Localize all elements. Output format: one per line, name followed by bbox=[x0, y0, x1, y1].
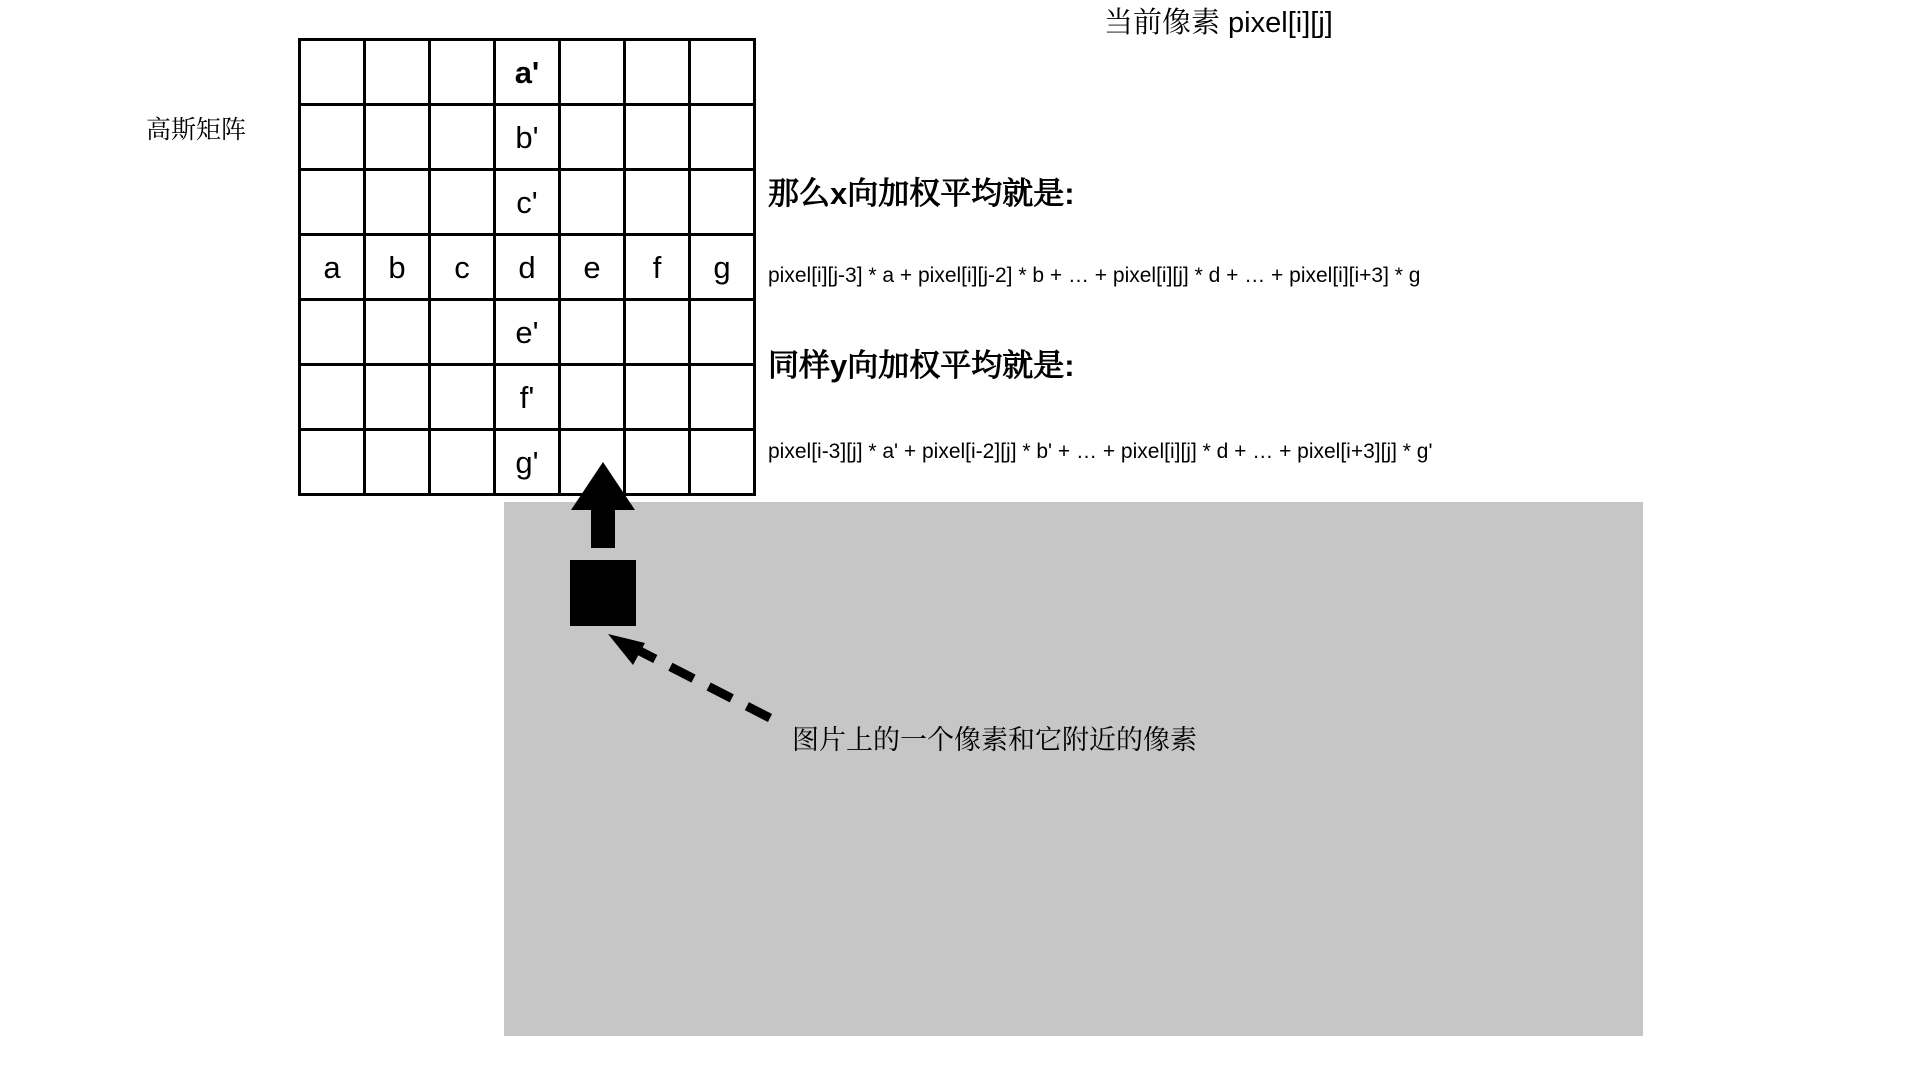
matrix-cell: b bbox=[365, 235, 430, 300]
matrix-cell bbox=[430, 105, 495, 170]
matrix-cell bbox=[690, 40, 755, 105]
matrix-cell bbox=[300, 365, 365, 430]
matrix-cell bbox=[430, 365, 495, 430]
matrix-cell: f' bbox=[495, 365, 560, 430]
matrix-cell bbox=[430, 300, 495, 365]
y-direction-formula: pixel[i-3][j] * a' + pixel[i-2][j] * b' + … + pixel[i][j] * d + … + pixel[i+3][j] * g' bbox=[768, 440, 1433, 463]
x-direction-formula: pixel[i][j-3] * a + pixel[i][j-2] * b + … + pixel[i][j] * d + … + pixel[i][i+3] * g bbox=[768, 264, 1421, 287]
matrix-row bbox=[300, 40, 755, 105]
matrix-cell bbox=[365, 105, 430, 170]
matrix-cell: g bbox=[690, 235, 755, 300]
matrix-cell: g' bbox=[495, 430, 560, 495]
matrix-cell bbox=[625, 40, 690, 105]
matrix-cell bbox=[560, 365, 625, 430]
x-direction-heading: 那么x向加权平均就是: bbox=[768, 176, 1075, 211]
matrix-cell bbox=[560, 170, 625, 235]
matrix-row bbox=[300, 430, 755, 495]
pixel-square bbox=[570, 560, 636, 626]
matrix-cell bbox=[430, 430, 495, 495]
matrix-cell bbox=[365, 365, 430, 430]
image-area-rectangle bbox=[504, 502, 1643, 1036]
matrix-cell bbox=[300, 300, 365, 365]
pixel-caption: 图片上的一个像素和它附近的像素 bbox=[792, 725, 1197, 755]
matrix-cell bbox=[430, 170, 495, 235]
matrix-cell bbox=[690, 365, 755, 430]
matrix-cell bbox=[430, 40, 495, 105]
matrix-cell: c bbox=[430, 235, 495, 300]
matrix-row bbox=[300, 170, 755, 235]
matrix-cell: f bbox=[625, 235, 690, 300]
matrix-cell: a' bbox=[495, 40, 560, 105]
matrix-cell bbox=[365, 40, 430, 105]
matrix-cell bbox=[625, 365, 690, 430]
matrix-cell bbox=[365, 170, 430, 235]
matrix-cell bbox=[300, 40, 365, 105]
matrix-cell bbox=[300, 430, 365, 495]
gaussian-matrix-grid bbox=[298, 38, 756, 496]
matrix-cell bbox=[690, 170, 755, 235]
matrix-cell bbox=[690, 300, 755, 365]
matrix-cell bbox=[300, 170, 365, 235]
matrix-cell bbox=[560, 430, 625, 495]
matrix-cell bbox=[690, 430, 755, 495]
matrix-cell bbox=[365, 430, 430, 495]
y-direction-heading: 同样y向加权平均就是: bbox=[768, 348, 1075, 383]
matrix-cell: a bbox=[300, 235, 365, 300]
matrix-cell: e bbox=[560, 235, 625, 300]
matrix-cell bbox=[560, 40, 625, 105]
current-pixel-title: 当前像素 pixel[i][j] bbox=[1104, 7, 1333, 39]
matrix-cell bbox=[365, 300, 430, 365]
matrix-cell: d bbox=[495, 235, 560, 300]
matrix-cell bbox=[625, 300, 690, 365]
matrix-cell bbox=[300, 105, 365, 170]
matrix-row bbox=[300, 365, 755, 430]
matrix-cell bbox=[625, 105, 690, 170]
matrix-cell bbox=[690, 105, 755, 170]
matrix-cell: e' bbox=[495, 300, 560, 365]
matrix-row bbox=[300, 235, 755, 300]
matrix-row bbox=[300, 300, 755, 365]
matrix-cell bbox=[560, 300, 625, 365]
matrix-cell: c' bbox=[495, 170, 560, 235]
matrix-cell: b' bbox=[495, 105, 560, 170]
matrix-cell bbox=[560, 105, 625, 170]
matrix-cell bbox=[625, 170, 690, 235]
matrix-row bbox=[300, 105, 755, 170]
gaussian-matrix-label: 高斯矩阵 bbox=[146, 116, 247, 144]
matrix-cell bbox=[625, 430, 690, 495]
